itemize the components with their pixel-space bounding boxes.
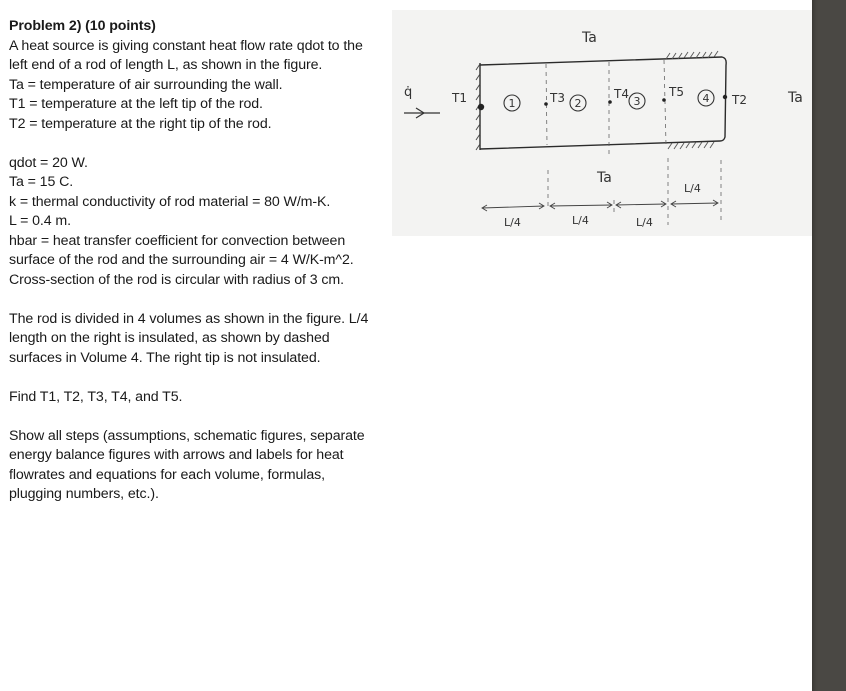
ambient-labels — [581, 30, 803, 186]
viewer-side-panel — [812, 0, 846, 691]
segment-3-length: L/4 — [636, 216, 653, 229]
division-line: length on the right is insulated, as shown by dashed — [9, 330, 330, 346]
intro-line: Ta = temperature of air surrounding the wall. — [9, 76, 283, 93]
intro-line: A heat source is giving constant heat flow rate qdot to the — [9, 37, 363, 54]
t1-label: T1 — [452, 91, 467, 105]
segment-2-length: L/4 — [572, 214, 589, 227]
given-line: k = thermal conductivity of rod material = 80 W/m-K. — [9, 193, 331, 210]
heat-input-arrow — [404, 108, 440, 118]
rod-schematic-figure — [392, 10, 812, 236]
t3-label: T3 — [550, 91, 565, 105]
volume-2-label: 2 — [574, 97, 582, 110]
ambient-right-label: Ta — [788, 90, 803, 106]
instruction-line: Show all steps (assumptions, schematic figures, separate — [9, 427, 365, 444]
intro-line: T1 = temperature at the left tip of the rod. — [9, 96, 263, 112]
rod-outline — [480, 57, 726, 150]
instruction-line: energy balance figures with arrows and labels for heat — [9, 447, 344, 463]
t5-label: T5 — [669, 85, 684, 99]
task-line: Find T1, T2, T3, T4, and T5. — [9, 388, 183, 405]
instruction-line: plugging numbers, etc.). — [9, 486, 159, 502]
division-line: surfaces in Volume 4. The right tip is not insulated. — [9, 349, 321, 366]
instruction-line: flowrates and equations for each volume, formulas, — [9, 466, 325, 483]
rod-diagram — [392, 10, 812, 236]
given-line: hbar = heat transfer coefficient for convection between — [9, 232, 346, 249]
segment-4-length: L/4 — [684, 182, 701, 195]
intro-line: left end of a rod of length L, as shown in the figure. — [9, 57, 323, 73]
given-line: Ta = 15 C. — [9, 174, 74, 190]
t2-label: T2 — [732, 93, 747, 107]
problem-title: Problem 2) (10 points) — [9, 18, 156, 34]
volume-4-label: 4 — [702, 92, 710, 105]
problem-text — [9, 17, 394, 505]
paragraph-gap — [9, 368, 394, 388]
given-line: qdot = 20 W. — [9, 154, 88, 171]
paragraph-gap — [9, 290, 394, 310]
given-line: L = 0.4 m. — [9, 213, 71, 229]
paragraph-gap — [9, 134, 394, 154]
t4-label: T4 — [614, 87, 629, 101]
volume-1-label: 1 — [508, 97, 516, 110]
intro-line: T2 = temperature at the right tip of the rod. — [9, 115, 272, 132]
given-line: surface of the rod and the surrounding air = 4 W/K-m^2. — [9, 252, 354, 268]
paragraph-gap — [9, 407, 394, 427]
given-line: Cross-section of the rod is circular with radius of 3 cm. — [9, 271, 344, 288]
volume-3-label: 3 — [633, 95, 641, 108]
dimension-arrows — [482, 200, 718, 211]
ambient-top-label: Ta — [582, 30, 597, 46]
division-line: The rod is divided in 4 volumes as shown in the figure. L/4 — [9, 310, 369, 327]
heat-input-label: q̇ — [404, 85, 413, 100]
segment-1-length: L/4 — [504, 216, 521, 229]
ambient-bottom-label: Ta — [597, 170, 612, 186]
insulation-hatch — [666, 51, 718, 149]
